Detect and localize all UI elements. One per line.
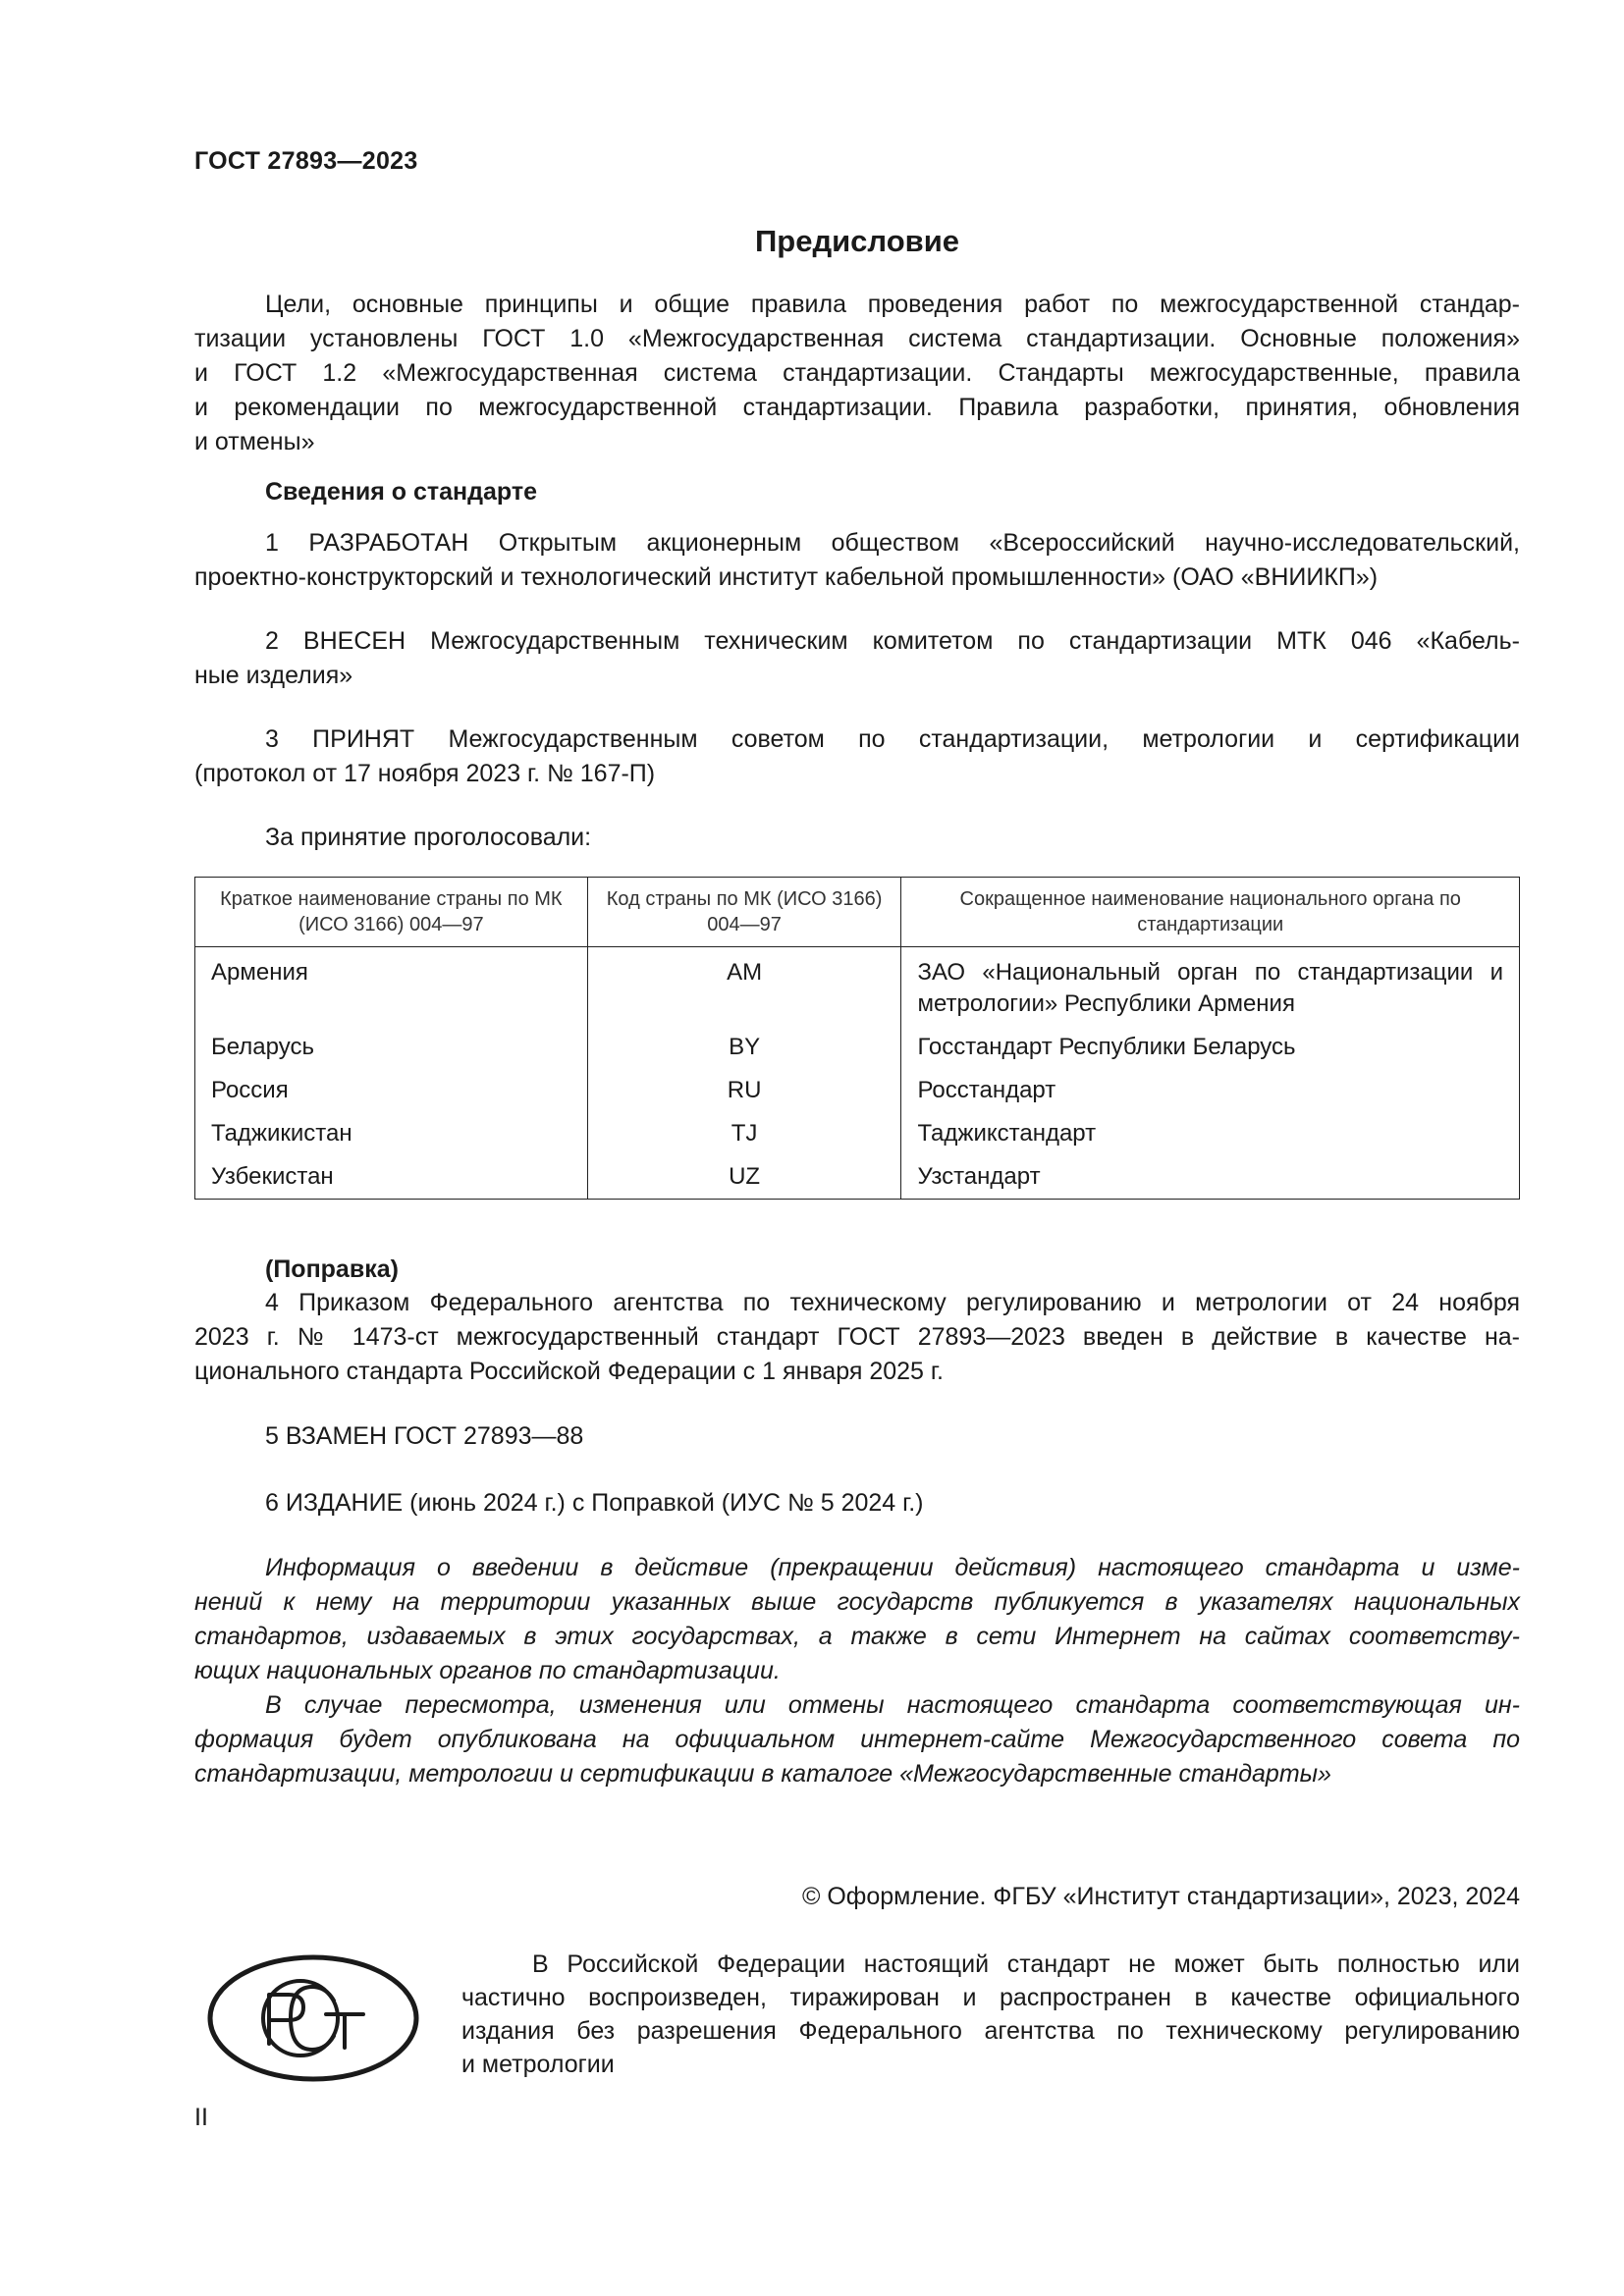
table-row [195,1069,1520,1112]
page-title: Предисловие [754,224,959,258]
notice-line: частично воспроизведен, тиражирован и распространен в качестве официального [461,1984,1520,2011]
cell-code: RU [587,1069,901,1112]
item-4-line: ционального стандарта Российской Федерации с 1 января 2025 г. [194,1358,944,1385]
header-national-body: Сокращенное наименование национального органа по стандартизации [901,878,1520,947]
cell-national-body: Узстандарт [901,1155,1520,1200]
item-1-developed [194,526,1520,595]
cell-country: Таджикистан [195,1112,588,1155]
cell-code: UZ [587,1155,901,1200]
header-country-code: Код страны по МК (ИСО 3166) 004—97 [587,878,901,947]
info-1-line: ющих национальных органов по стандартизации. [194,1657,781,1684]
section-heading: Сведения о стандарте [265,478,538,506]
info-1-line: нений к нему на территории указанных выше государств публикуется в указателях национальных [194,1588,1520,1616]
cell-national-body: ЗАО «Национальный орган по стандартизации и метрологии» Республики Армения [901,947,1520,1027]
cell-country: Беларусь [195,1026,588,1069]
info-2-line: стандартизации, метрологии и сертификации в каталоге «Межгосударственные стандарты» [194,1760,1331,1788]
item-4-line: 2023 г. № 1473-ст межгосударственный стандарт ГОСТ 27893—2023 введен в действие в качестве на- [194,1323,1520,1351]
cell-national-body: Росстандарт [901,1069,1520,1112]
item-2-line: 2 ВНЕСЕН Межгосударственным техническим комитетом по стандартизации МТК 046 «Кабель- [265,627,1520,655]
item-4-enacted [194,1286,1520,1389]
page-number: II [194,2104,208,2131]
copyright-notice: © Оформление. ФГБУ «Институт стандартизации», 2023, 2024 [801,1883,1520,1910]
info-paragraph-2 [194,1688,1520,1791]
intro-line: тизации установлены ГОСТ 1.0 «Межгосударственная система стандартизации. Основные положения» [194,325,1520,352]
item-6-edition: 6 ИЗДАНИЕ (июнь 2024 г.) с Поправкой (ИУС № 5 2024 г.) [265,1489,924,1517]
notice-line: издания без разрешения Федерального агентства по техническому регулированию [461,2017,1520,2045]
intro-line: и отмены» [194,428,315,455]
intro-line: и ГОСТ 1.2 «Межгосударственная система стандартизации. Стандарты межгосударственные, правила [194,359,1520,387]
voting-table [194,877,1520,1200]
item-2-line: ные изделия» [194,662,353,689]
pst-mark-icon [206,1953,420,2088]
item-5-replaces: 5 ВЗАМЕН ГОСТ 27893—88 [265,1422,584,1450]
item-3-line: (протокол от 17 ноября 2023 г. № 167-П) [194,760,656,787]
info-2-line: формация будет опубликована на официальном интернет-сайте Межгосударственного совета по [194,1726,1520,1753]
info-1-line: Информация о введении в действие (прекращении действия) настоящего стандарта и изме- [265,1554,1520,1581]
table-row [195,1112,1520,1155]
cell-code: BY [587,1026,901,1069]
amendment-label: (Поправка) [265,1255,399,1283]
table-row [195,1155,1520,1200]
item-3-adopted [194,722,1520,791]
cell-national-body: Таджикстандарт [901,1112,1520,1155]
info-1-line: стандартов, издаваемых в этих государствах, а также в сети Интернет на сайтах соответству- [194,1623,1520,1650]
intro-line: и рекомендации по межгосударственной стандартизации. Правила разработки, принятия, обновления [194,394,1520,421]
item-1-line: 1 РАЗРАБОТАН Открытым акционерным обществом «Всероссийский научно-исследовательский, [265,529,1520,557]
cell-country: Россия [195,1069,588,1112]
table-header-row [195,878,1520,947]
reproduction-notice [461,1948,1520,2081]
intro-line: Цели, основные принципы и общие правила проведения работ по межгосударственной стандар- [265,291,1520,318]
voted-label: За принятие проголосовали: [265,824,592,851]
notice-line: В Российской Федерации настоящий стандарт не может быть полностью или [532,1950,1520,1978]
cell-code: TJ [587,1112,901,1155]
table-row [195,1026,1520,1069]
cell-country: Армения [195,947,588,1027]
cell-national-body: Госстандарт Республики Беларусь [901,1026,1520,1069]
table-row [195,947,1520,1027]
item-3-line: 3 ПРИНЯТ Межгосударственным советом по стандартизации, метрологии и сертификации [265,725,1520,753]
item-1-line: проектно-конструкторский и технологический институт кабельной промышленности» (ОАО «ВНИИКП») [194,563,1379,591]
notice-line: и метрологии [461,2051,615,2078]
item-2-submitted [194,624,1520,693]
info-2-line: В случае пересмотра, изменения или отмены настоящего стандарта соответствующая ин- [265,1691,1520,1719]
cell-country: Узбекистан [195,1155,588,1200]
intro-paragraph [194,288,1520,459]
document-id: ГОСТ 27893—2023 [194,147,418,175]
item-4-line: 4 Приказом Федерального агентства по техническому регулированию и метрологии от 24 ноября [265,1289,1520,1316]
cell-code: AM [587,947,901,1027]
info-paragraph-1 [194,1551,1520,1688]
header-country-name: Краткое наименование страны по МК (ИСО 3166) 004—97 [195,878,588,947]
